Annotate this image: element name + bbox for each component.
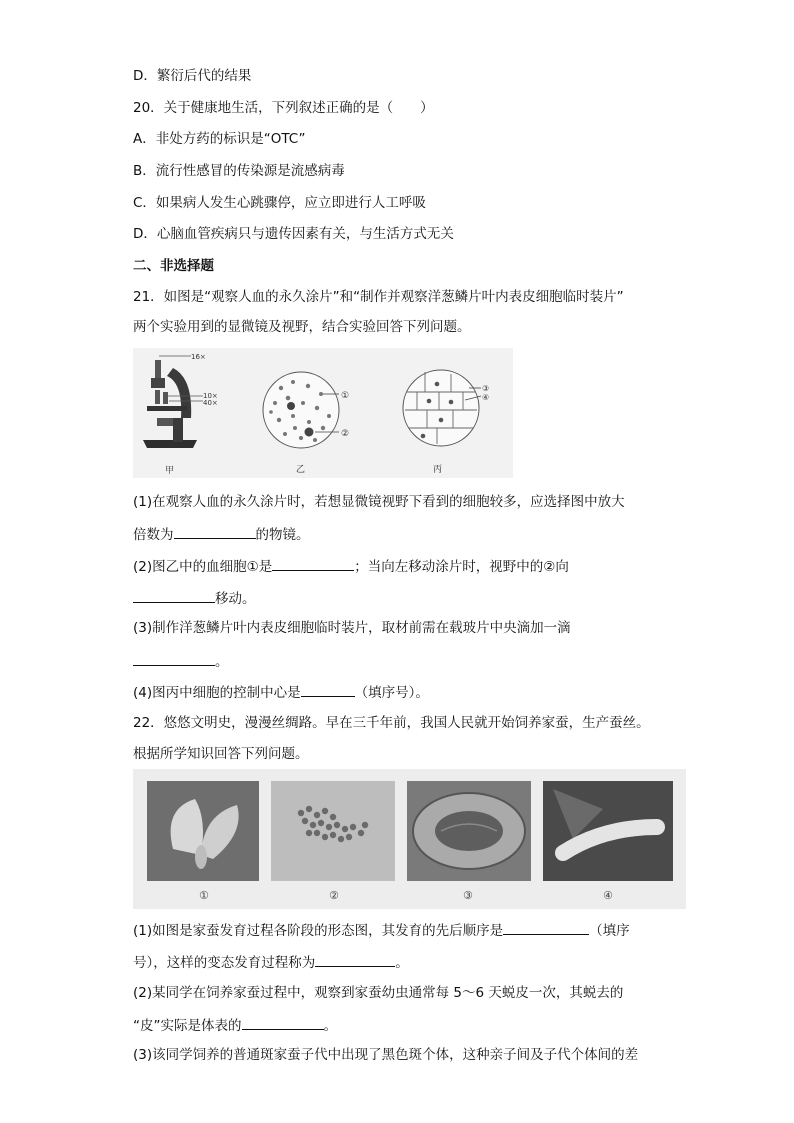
lens-10x-label: 10× <box>203 392 218 400</box>
q22-sub1-line2 <box>133 952 409 972</box>
q21-sub4 <box>133 682 429 702</box>
q21-sub3-suffix: 。 <box>215 654 229 670</box>
marker-3: ③ <box>482 384 490 393</box>
stage-label-1: ① <box>199 889 209 902</box>
q21-sub4-suffix: （填序号）。 <box>354 685 429 701</box>
answer-blank[interactable] <box>301 682 355 697</box>
q22-sub2-line2 <box>133 1015 337 1035</box>
q21-sub2-line2 <box>133 588 256 608</box>
q22-sub3-line1: (3)该同学饲养的普通斑家蚕子代中出现了黑色斑个体，这种亲子间及子代个体间的差 <box>133 1047 639 1063</box>
q22-figure <box>133 769 686 909</box>
q20-option-b: B．流行性感冒的传染源是流感病毒 <box>133 163 345 179</box>
stage-label-3: ③ <box>463 889 473 902</box>
q22-sub1-suffix: 。 <box>395 955 409 971</box>
lens-16x-label: 16× <box>191 353 206 361</box>
stage-label-4: ④ <box>603 889 613 902</box>
q22-sub1-prefix: (1)如图是家蚕发育过程各阶段的形态图，其发育的先后顺序是 <box>133 923 504 939</box>
answer-blank[interactable] <box>242 1015 324 1030</box>
marker-1: ① <box>341 391 350 401</box>
q22-sub2-prefix: “皮”实际是体表的 <box>133 1018 242 1034</box>
label-bing: 丙 <box>433 465 443 475</box>
q21-sub2-suffix: 移动。 <box>215 591 256 607</box>
silkworm-pupa-panel <box>407 781 531 881</box>
q20-option-c: C．如果病人发生心跳骤停，应立即进行人工呼吸 <box>133 195 426 211</box>
q22-stem-line1: 22．悠悠文明史，漫漫丝绸路。早在三千年前，我国人民就开始饲养家蚕，生产蚕丝。 <box>133 715 650 731</box>
q19-option-d: D．繁衍后代的结果 <box>133 68 252 84</box>
q21-sub4-prefix: (4)图丙中细胞的控制中心是 <box>133 685 301 701</box>
q21-sub2-prefix: (2)图乙中的血细胞①是 <box>133 559 273 575</box>
marker-2: ② <box>341 429 350 439</box>
blood-smear-field <box>263 372 339 448</box>
q22-stem-line2: 根据所学知识回答下列问题。 <box>133 746 309 762</box>
answer-blank[interactable] <box>503 920 589 935</box>
answer-blank[interactable] <box>272 556 354 571</box>
q21-sub1-line2 <box>133 524 310 544</box>
label-yi: 乙 <box>296 465 306 475</box>
q21-stem-line2: 两个实验用到的显微镜及视野，结合实验回答下列问题。 <box>133 319 471 335</box>
q21-sub1-suffix: 的物镜。 <box>255 527 310 543</box>
q22-sub2-suffix: 。 <box>323 1018 337 1034</box>
q22-sub1-line1 <box>133 920 630 940</box>
answer-blank[interactable] <box>133 651 215 666</box>
label-jia: 甲 <box>165 466 175 476</box>
q22-sub2-line1: (2)某同学在饲养家蚕过程中，观察到家蚕幼虫通常每 5～6 天蜕皮一次，其蜕去的 <box>133 985 624 1001</box>
q20-option-d: D．心脑血管疾病只与遗传因素有关，与生活方式无关 <box>133 226 454 242</box>
marker-4: ④ <box>482 393 490 402</box>
lens-40x-label: 40× <box>203 399 218 407</box>
silkworm-eggs-panel <box>271 781 395 881</box>
q22-sub1-middle: （填序 <box>589 923 630 939</box>
q20-stem: 20．关于健康地生活，下列叙述正确的是（ ） <box>133 100 434 116</box>
q21-stem-line1: 21．如图是“观察人血的永久涂片”和“制作并观察洋葱鳞片叶内表皮细胞临时装片” <box>133 289 624 305</box>
q21-figure <box>133 348 513 478</box>
q21-sub3-line1: (3)制作洋葱鳞片叶内表皮细胞临时装片，取材前需在载玻片中央滴加一滴 <box>133 620 571 636</box>
stage-label-2: ② <box>329 889 339 902</box>
silkworm-larva-panel <box>543 781 673 881</box>
q22-sub1-line2-prefix: 号），这样的变态发育过程称为 <box>133 955 316 971</box>
answer-blank[interactable] <box>315 952 395 967</box>
q21-sub1-prefix: 倍数为 <box>133 527 174 543</box>
silkworm-moth-panel <box>147 781 259 881</box>
q21-sub1-line1: (1)在观察人血的永久涂片时，若想显微镜视野下看到的细胞较多，应选择图中放大 <box>133 494 625 510</box>
answer-blank[interactable] <box>174 524 256 539</box>
q21-sub3-line2 <box>133 651 229 671</box>
q21-sub2-middle: ；当向左移动涂片时，视野中的②向 <box>354 559 569 575</box>
q20-option-a: A．非处方药的标识是“OTC” <box>133 131 306 147</box>
q21-sub2-line1 <box>133 556 569 576</box>
answer-blank[interactable] <box>133 588 215 603</box>
section-title: 二、非选择题 <box>133 258 214 274</box>
